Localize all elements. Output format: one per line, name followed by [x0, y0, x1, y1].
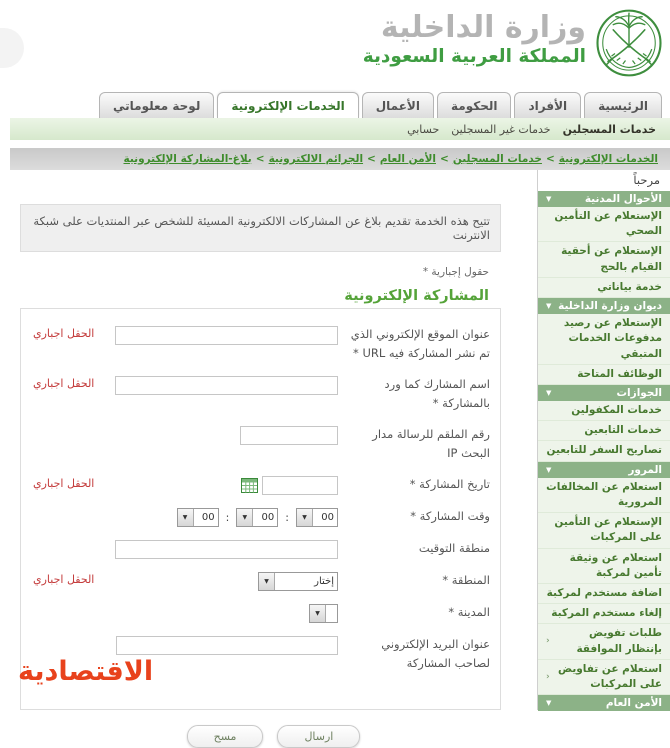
tab-individuals[interactable]: الأفراد	[514, 92, 581, 118]
post-date-required-note: الحقل اجباري	[33, 476, 95, 490]
timezone-label: منطقة التوقيت	[418, 540, 490, 555]
time-colon-separator: :	[285, 510, 289, 524]
ip-server-input[interactable]	[240, 426, 338, 445]
sidebar-item-label: استعلام عن وثيقة تأمين لمركبة	[569, 551, 662, 579]
sidebar-item-civil-affairs-0[interactable]	[538, 207, 670, 242]
site-subtitle: المملكة العربية السعودية	[362, 45, 586, 67]
sidebar-item-traffic-0[interactable]	[538, 478, 670, 513]
chevron-down-icon: ▼	[546, 388, 552, 397]
sidebar-item-label: الإستعلام عن التأمين على المركبات	[554, 516, 662, 544]
post-date-control	[110, 475, 338, 495]
sidebar-item-traffic-5[interactable]	[538, 624, 670, 659]
participant-name-input[interactable]	[115, 376, 338, 395]
sidebar-item-traffic-1[interactable]	[538, 513, 670, 548]
breadcrumb	[10, 148, 670, 170]
timezone-control	[110, 539, 338, 559]
sidebar-item-civil-affairs-1[interactable]	[538, 242, 670, 277]
dropdown-arrow-icon: ▼	[259, 573, 275, 590]
sidebar-item-label: طلبات تفويض بإنتظار الموافقة	[576, 627, 662, 655]
sidebar-section-title: الأحوال المدنية	[584, 193, 662, 205]
breadcrumb-item-3[interactable]: الجرائم الالكترونية	[268, 153, 364, 165]
form-buttons	[10, 725, 537, 748]
owner-email-input[interactable]	[116, 636, 338, 655]
time-colon-separator: :	[225, 510, 230, 524]
chevron-down-icon: ▼	[546, 195, 552, 203]
sidebar-item-passports-2[interactable]	[538, 441, 670, 461]
breadcrumb-separator: >	[440, 153, 449, 165]
region-control	[110, 571, 338, 591]
tab-eservices[interactable]: الخدمات الإلكترونية	[217, 92, 358, 118]
moi-emblem-logo	[594, 6, 664, 80]
region-label: المنطقة *	[442, 572, 490, 587]
post-url-label: عنوان الموقع الإلكتروني الذي تم نشر المشاركة فيه URL *	[350, 327, 490, 360]
participant-name-required-note: الحقل اجباري	[33, 376, 95, 390]
breadcrumb-item-1[interactable]: خدمات المسجلين	[452, 153, 542, 165]
participant-name-control	[110, 375, 338, 395]
calendar-icon[interactable]	[241, 478, 258, 493]
main-tabs	[10, 88, 670, 118]
sidebar-item-label: إلغاء مستخدم المركبة	[551, 607, 662, 620]
tab-my-dashboard[interactable]: لوحة معلوماتي	[99, 92, 214, 118]
brand-titles	[363, 12, 586, 67]
city-select-value	[326, 605, 337, 622]
breadcrumb-item-2[interactable]: الأمن العام	[379, 153, 436, 165]
form-row-post-date	[29, 475, 490, 495]
submit-button[interactable]: ارسال	[277, 725, 360, 748]
sidebar-item-traffic-6[interactable]	[538, 660, 670, 695]
post-time-seconds-select-value: 00	[201, 511, 215, 523]
subnav-registered-services[interactable]: خدمات المسجلين	[562, 122, 656, 136]
sidebar-item-label: خدمات المكفولين	[571, 403, 662, 416]
sidebar-item-traffic-2[interactable]	[538, 549, 670, 584]
tab-government[interactable]: الحكومة	[437, 92, 511, 118]
required-fields-note: حقول إجبارية *	[422, 266, 489, 278]
form-row-ip-server	[29, 425, 490, 463]
region-select-value: إختار	[314, 575, 334, 587]
post-url-input[interactable]	[115, 326, 338, 345]
sidebar-section-civil-affairs[interactable]	[538, 191, 670, 207]
sidebar-item-label: استعلام عن تفاويض على المركبات	[558, 662, 662, 691]
subnav-bar	[10, 118, 670, 140]
breadcrumb-item-4[interactable]: بلاغ-المشاركة الإلكترونية	[123, 153, 252, 165]
dropdown-arrow-icon: ▼	[237, 509, 253, 526]
sidebar-item-passports-1[interactable]	[538, 421, 670, 441]
sidebar-section-public-security[interactable]	[538, 695, 670, 711]
breadcrumb-item-0[interactable]: الخدمات الإلكترونية	[558, 153, 658, 165]
sidebar-item-label: خدمة بياناتي	[597, 280, 662, 293]
sidebar-item-label: تصاريح السفر للتابعين	[546, 444, 662, 457]
sidebar-section-moi-diwan[interactable]	[538, 298, 670, 314]
sidebar-item-label: الإستعلام عن التأمين الصحي	[554, 210, 662, 238]
sidebar-section-title: ديوان وزارة الداخلية	[558, 300, 662, 313]
ip-server-control	[110, 425, 338, 445]
report-form	[20, 308, 501, 710]
form-row-participant-name	[29, 375, 490, 413]
participant-name-label: اسم المشارك كما ورد بالمشاركة *	[384, 376, 490, 410]
dropdown-arrow-icon: ▼	[297, 509, 313, 526]
sidebar	[537, 170, 670, 710]
header	[10, 0, 670, 88]
service-description: تتيح هذه الخدمة تقديم بلاغ عن المشاركات الالكترونية المسيئة للشخص عبر المنتديات على شبكة الانترنت	[20, 204, 501, 252]
dropdown-arrow-icon: ▼	[310, 605, 326, 622]
post-time-control	[110, 507, 338, 527]
post-date-input[interactable]	[262, 476, 338, 495]
post-time-hours-select-value: 00	[321, 511, 334, 523]
breadcrumb-separator: >	[367, 153, 376, 165]
post-time-label: وقت المشاركة *	[410, 508, 490, 523]
breadcrumb-separator: >	[255, 153, 265, 165]
chevron-left-icon: ‹	[546, 636, 550, 647]
sidebar-section-title: الجوازات	[616, 386, 662, 399]
sidebar-item-moi-diwan-0[interactable]	[538, 314, 670, 365]
tab-business[interactable]: الأعمال	[362, 92, 434, 118]
sidebar-item-moi-diwan-1[interactable]	[538, 365, 670, 385]
sidebar-item-label: خدمات التابعين	[584, 424, 662, 437]
city-label: المدينة *	[448, 604, 490, 619]
form-row-city	[29, 603, 490, 623]
sidebar-section-title: الأمن العام	[605, 697, 662, 710]
region-required-note: الحقل اجباري	[33, 572, 95, 586]
post-date-label: تاريخ المشاركة *	[409, 476, 490, 491]
owner-email-control	[110, 635, 338, 655]
chevron-down-icon: ▼	[546, 465, 552, 474]
sidebar-item-passports-0[interactable]	[538, 401, 670, 421]
subnav-unregistered-services[interactable]: خدمات غير المسجلين	[451, 122, 551, 136]
breadcrumb-separator: >	[545, 153, 555, 165]
post-time-seconds-select[interactable]	[177, 508, 219, 527]
subnav-my-account[interactable]: حسابي	[407, 122, 440, 136]
sidebar-item-label: استعلام عن المخالفات المرورية	[546, 480, 662, 508]
region-select[interactable]	[258, 572, 338, 591]
post-time-minutes-select[interactable]	[236, 508, 278, 527]
form-section-title: المشاركة الإلكترونية	[344, 288, 489, 304]
content-area	[10, 170, 670, 743]
main-column	[10, 170, 537, 743]
chevron-left-icon: ‹	[546, 671, 550, 682]
tab-home[interactable]: الرئيسية	[584, 92, 662, 118]
sidebar-section-passports[interactable]	[538, 385, 670, 401]
post-time-hours-select[interactable]	[296, 508, 338, 527]
welcome-text: مرحباً	[633, 173, 660, 187]
sidebar-item-traffic-4[interactable]	[538, 604, 670, 624]
sidebar-item-label: اضافة مستخدم لمركبة	[546, 586, 662, 599]
form-row-post-time	[29, 507, 490, 527]
form-row-post-url	[29, 325, 490, 363]
sidebar-item-label: الإستعلام عن أحقية القيام بالحج	[561, 245, 662, 273]
timezone-input[interactable]	[115, 540, 338, 559]
post-url-required-note: الحقل اجباري	[33, 327, 95, 340]
sidebar-sections	[538, 191, 670, 711]
form-row-region	[29, 571, 490, 591]
sidebar-section-title: المرور	[628, 463, 662, 476]
chevron-down-icon: ▼	[546, 699, 552, 708]
dropdown-arrow-icon: ▼	[178, 509, 194, 526]
sidebar-item-traffic-3[interactable]	[538, 584, 670, 604]
city-select[interactable]	[309, 604, 338, 623]
sidebar-item-civil-affairs-2[interactable]	[538, 278, 670, 298]
sidebar-item-label: الوظائف المتاحة	[577, 367, 662, 380]
aleqtisadiah-logo: الاقتصادية	[18, 656, 154, 687]
form-row-timezone	[29, 539, 490, 559]
site-title: وزارة الداخلية	[380, 10, 586, 45]
chevron-down-icon: ▼	[546, 302, 552, 311]
ip-server-label: رقم الملقم للرسالة مدار البحث IP	[372, 426, 490, 460]
post-url-control	[110, 325, 338, 345]
sidebar-section-traffic[interactable]	[538, 462, 670, 478]
owner-email-label: عنوان البريد الإلكتروني لصاحب المشاركة	[381, 636, 490, 670]
city-control	[110, 603, 338, 623]
clear-button[interactable]: مسح	[187, 725, 264, 748]
post-time-minutes-select-value: 00	[261, 511, 275, 523]
sidebar-item-label: الإستعلام عن رصيد مدفوعات الخدمات المتبقي	[563, 317, 662, 360]
